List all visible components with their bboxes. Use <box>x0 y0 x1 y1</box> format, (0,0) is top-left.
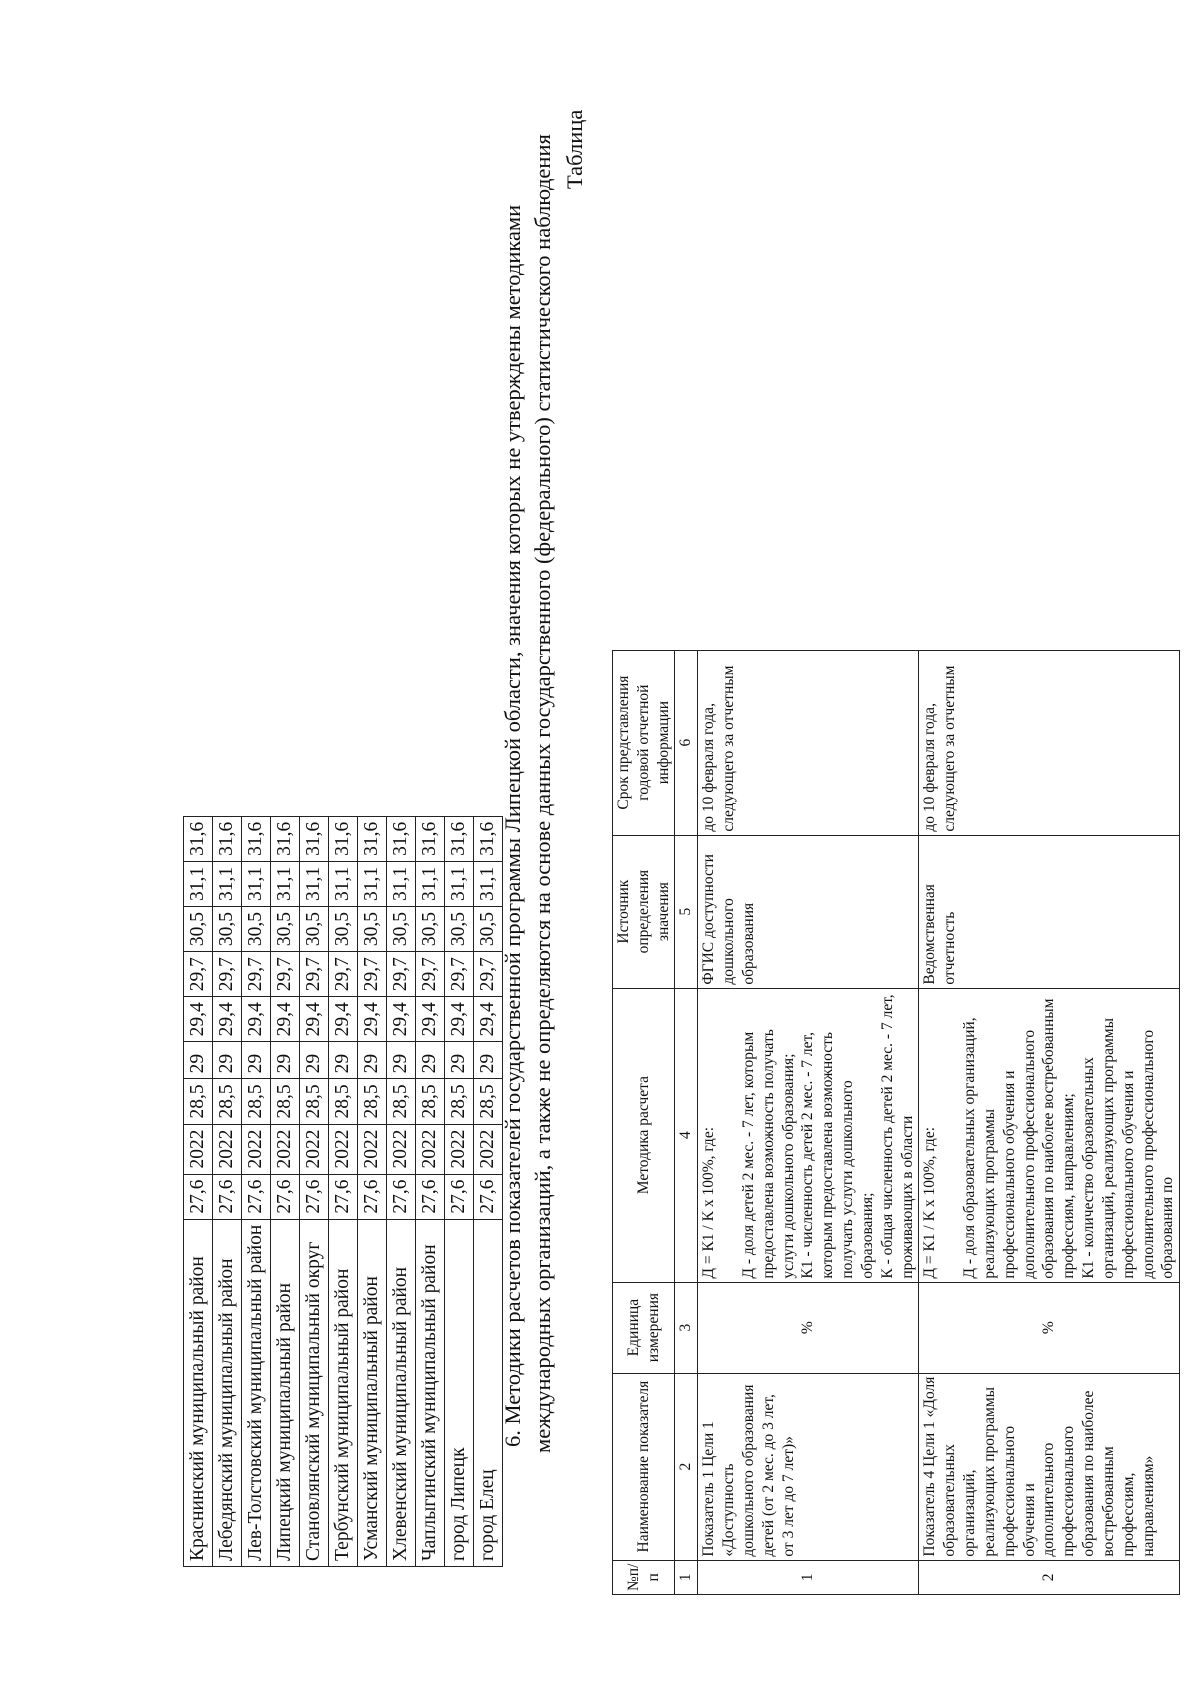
district-value: 31,6 <box>474 816 503 861</box>
district-value: 27,6 <box>300 1174 329 1219</box>
district-value: 30,5 <box>213 907 242 952</box>
column-number-row <box>675 650 698 1594</box>
district-value: 29,4 <box>445 997 474 1042</box>
district-value: 29,7 <box>329 952 358 997</box>
district-value: 29,4 <box>213 997 242 1042</box>
district-value: 28,5 <box>445 1079 474 1124</box>
district-value: 28,5 <box>416 1079 445 1124</box>
district-value: 30,5 <box>416 907 445 952</box>
district-value: 2022 <box>271 1124 300 1174</box>
source: ФГИС доступности дошкольного образования <box>698 835 919 988</box>
district-value: 30,5 <box>358 907 387 952</box>
unit: % <box>698 1282 919 1373</box>
district-row <box>184 816 213 1566</box>
district-value: 31,6 <box>213 816 242 861</box>
table-row <box>698 650 919 1594</box>
header-num: №п/п <box>613 1560 675 1594</box>
district-name: Чаплыгинский муниципальный район <box>416 1219 445 1566</box>
district-value: 28,5 <box>387 1079 416 1124</box>
district-value: 27,6 <box>184 1174 213 1219</box>
table-row <box>919 650 1180 1594</box>
district-value: 29 <box>387 1042 416 1079</box>
district-value: 2022 <box>300 1124 329 1174</box>
district-value: 27,6 <box>242 1174 271 1219</box>
district-name: Липецкий муниципальный район <box>271 1219 300 1566</box>
district-value: 31,1 <box>329 861 358 906</box>
district-value: 29,7 <box>300 952 329 997</box>
district-name: город Липецк <box>445 1219 474 1566</box>
district-value: 29,7 <box>184 952 213 997</box>
col-number: 5 <box>675 835 698 988</box>
districts-table <box>183 816 503 1567</box>
district-value: 27,6 <box>329 1174 358 1219</box>
district-value: 29,7 <box>213 952 242 997</box>
district-value: 31,1 <box>242 861 271 906</box>
method-line: Д = К1 / К х 100%, где: <box>700 1126 718 1279</box>
district-value: 29,7 <box>445 952 474 997</box>
district-row <box>242 816 271 1566</box>
district-row <box>416 816 445 1566</box>
district-name: Усманский муниципальный район <box>358 1219 387 1566</box>
method-line: Д = К1 / К х 100%, где: <box>921 1126 939 1279</box>
district-value: 31,1 <box>387 861 416 906</box>
method <box>919 988 1180 1282</box>
district-row <box>329 816 358 1566</box>
district-value: 29,7 <box>358 952 387 997</box>
district-value: 2022 <box>416 1124 445 1174</box>
district-name: Краснинский муниципальный район <box>184 1219 213 1566</box>
district-value: 31,6 <box>387 816 416 861</box>
district-value: 29 <box>358 1042 387 1079</box>
unit: % <box>919 1282 1180 1373</box>
row-number: 2 <box>919 1560 1180 1594</box>
indicator-name: Показатель 4 Цели 1 «Доля образовательных организаций, реализующих программы профессионального обучения и дополнительного профессионального образования по наиболее востребованным профессиям, направлениям» <box>919 1373 1180 1560</box>
district-value: 29,4 <box>474 997 503 1042</box>
district-value: 31,1 <box>416 861 445 906</box>
col-number: 4 <box>675 988 698 1282</box>
district-value: 29 <box>474 1042 503 1079</box>
district-value: 31,6 <box>184 816 213 861</box>
district-value: 2022 <box>387 1124 416 1174</box>
district-value: 31,1 <box>213 861 242 906</box>
district-value: 30,5 <box>474 907 503 952</box>
district-value: 29,7 <box>416 952 445 997</box>
district-name: город Елец <box>474 1219 503 1566</box>
header-unit: Единица измерения <box>613 1282 675 1373</box>
district-value: 27,6 <box>474 1174 503 1219</box>
district-value: 29 <box>329 1042 358 1079</box>
district-value: 30,5 <box>329 907 358 952</box>
header-deadline: Срок представления годовой отчетной информации <box>613 650 675 835</box>
district-value: 28,5 <box>213 1079 242 1124</box>
district-value: 2022 <box>329 1124 358 1174</box>
district-value: 29 <box>416 1042 445 1079</box>
district-row <box>213 816 242 1566</box>
district-value: 27,6 <box>271 1174 300 1219</box>
district-value: 31,6 <box>416 816 445 861</box>
district-value: 30,5 <box>387 907 416 952</box>
district-value: 2022 <box>242 1124 271 1174</box>
district-value: 28,5 <box>184 1079 213 1124</box>
method-line <box>940 992 960 1279</box>
deadline: до 10 февраля года, следующего за отчетным <box>919 650 1180 835</box>
deadline: до 10 февраля года, следующего за отчетным <box>698 650 919 835</box>
col-number: 1 <box>675 1560 698 1594</box>
district-value: 29,4 <box>387 997 416 1042</box>
district-value: 27,6 <box>387 1174 416 1219</box>
district-value: 30,5 <box>271 907 300 952</box>
district-value: 31,1 <box>445 861 474 906</box>
district-value: 29,4 <box>358 997 387 1042</box>
district-value: 31,6 <box>329 816 358 861</box>
district-value: 2022 <box>358 1124 387 1174</box>
district-value: 31,1 <box>184 861 213 906</box>
district-name: Хлевенский муниципальный район <box>387 1219 416 1566</box>
method-line <box>719 992 739 1279</box>
method-line: Д - доля образовательных организаций, реализующих программы профессионального обучения и дополнительного профессионального образования по наиболее востребованным профессиям, направлениям; <box>961 998 1078 1279</box>
district-value: 29,4 <box>300 997 329 1042</box>
district-name: Лев-Толстовский муниципальный район <box>242 1219 271 1566</box>
district-row <box>474 816 503 1566</box>
header-name: Наименование показателя <box>613 1373 675 1560</box>
district-row <box>387 816 416 1566</box>
district-value: 30,5 <box>300 907 329 952</box>
section-heading-line1: 6. Методики расчетов показателей государственной программы Липецкой области, значения которых не утверждены методиками <box>500 204 525 1447</box>
district-value: 28,5 <box>300 1079 329 1124</box>
methods-table <box>612 650 1180 1595</box>
header-method: Методика расчета <box>613 988 675 1282</box>
district-value: 27,6 <box>213 1174 242 1219</box>
district-value: 28,5 <box>474 1079 503 1124</box>
district-value: 31,6 <box>358 816 387 861</box>
method-line: Д - доля детей 2 мес. - 7 лет, которым предоставлена возможность получать услуги дошкольного образования; <box>739 1029 797 1279</box>
district-row <box>358 816 387 1566</box>
district-value: 31,6 <box>271 816 300 861</box>
district-row <box>445 816 474 1566</box>
district-name: Тербунский муниципальный район <box>329 1219 358 1566</box>
method-line: К1 - численность детей 2 мес. - 7 лет, которым предоставлена возможность получать услуги дошкольного образования; <box>799 1032 876 1279</box>
district-name: Лебедянский муниципальный район <box>213 1219 242 1566</box>
district-value: 29 <box>242 1042 271 1079</box>
district-value: 29,7 <box>271 952 300 997</box>
district-value: 2022 <box>213 1124 242 1174</box>
district-value: 30,5 <box>184 907 213 952</box>
method <box>698 988 919 1282</box>
district-row <box>271 816 300 1566</box>
row-number: 1 <box>698 1560 919 1594</box>
district-value: 29 <box>184 1042 213 1079</box>
district-value: 29,4 <box>329 997 358 1042</box>
district-value: 31,6 <box>445 816 474 861</box>
district-value: 29,4 <box>242 997 271 1042</box>
district-value: 2022 <box>445 1124 474 1174</box>
district-value: 31,1 <box>300 861 329 906</box>
district-value: 29 <box>445 1042 474 1079</box>
district-value: 27,6 <box>445 1174 474 1219</box>
method-line: К - общая численность детей 2 мес. - 7 лет, проживающих в области <box>878 994 916 1279</box>
district-value: 27,6 <box>416 1174 445 1219</box>
district-value: 31,6 <box>300 816 329 861</box>
district-value: 31,1 <box>271 861 300 906</box>
district-value: 31,6 <box>242 816 271 861</box>
district-value: 28,5 <box>358 1079 387 1124</box>
district-value: 27,6 <box>358 1174 387 1219</box>
col-number: 3 <box>675 1282 698 1373</box>
district-value: 29,4 <box>416 997 445 1042</box>
district-value: 29 <box>271 1042 300 1079</box>
method-line: К1 - количество образовательных организаций, реализующих программы профессионального обучения и дополнительного профессионального образования по <box>1080 1017 1177 1279</box>
district-value: 28,5 <box>271 1079 300 1124</box>
district-name: Становлянский муниципальный округ <box>300 1219 329 1566</box>
table-label: Таблица <box>562 109 587 189</box>
district-value: 29 <box>300 1042 329 1079</box>
methods-header-row <box>613 650 675 1594</box>
col-number: 6 <box>675 650 698 835</box>
district-value: 29,7 <box>474 952 503 997</box>
header-source: Источник определения значения <box>613 835 675 988</box>
district-value: 31,1 <box>474 861 503 906</box>
district-row <box>300 816 329 1566</box>
district-value: 30,5 <box>445 907 474 952</box>
district-value: 29,4 <box>184 997 213 1042</box>
col-number: 2 <box>675 1373 698 1560</box>
source: Ведомственная отчетность <box>919 835 1180 988</box>
district-value: 28,5 <box>242 1079 271 1124</box>
district-value: 2022 <box>184 1124 213 1174</box>
indicator-name: Показатель 1 Цели 1 «Доступность дошкольного образования детей (от 2 мес. до 3 лет, от 3 лет до 7 лет)» <box>698 1373 919 1560</box>
district-value: 2022 <box>474 1124 503 1174</box>
district-value: 28,5 <box>329 1079 358 1124</box>
district-value: 29 <box>213 1042 242 1079</box>
district-value: 30,5 <box>242 907 271 952</box>
district-value: 29,4 <box>271 997 300 1042</box>
district-value: 29,7 <box>242 952 271 997</box>
district-value: 29,7 <box>387 952 416 997</box>
section-heading-line2: международных организаций, а также не определяются на основе данных государственного (федерального) статистического наблюдения <box>530 134 555 1453</box>
district-value: 31,1 <box>358 861 387 906</box>
